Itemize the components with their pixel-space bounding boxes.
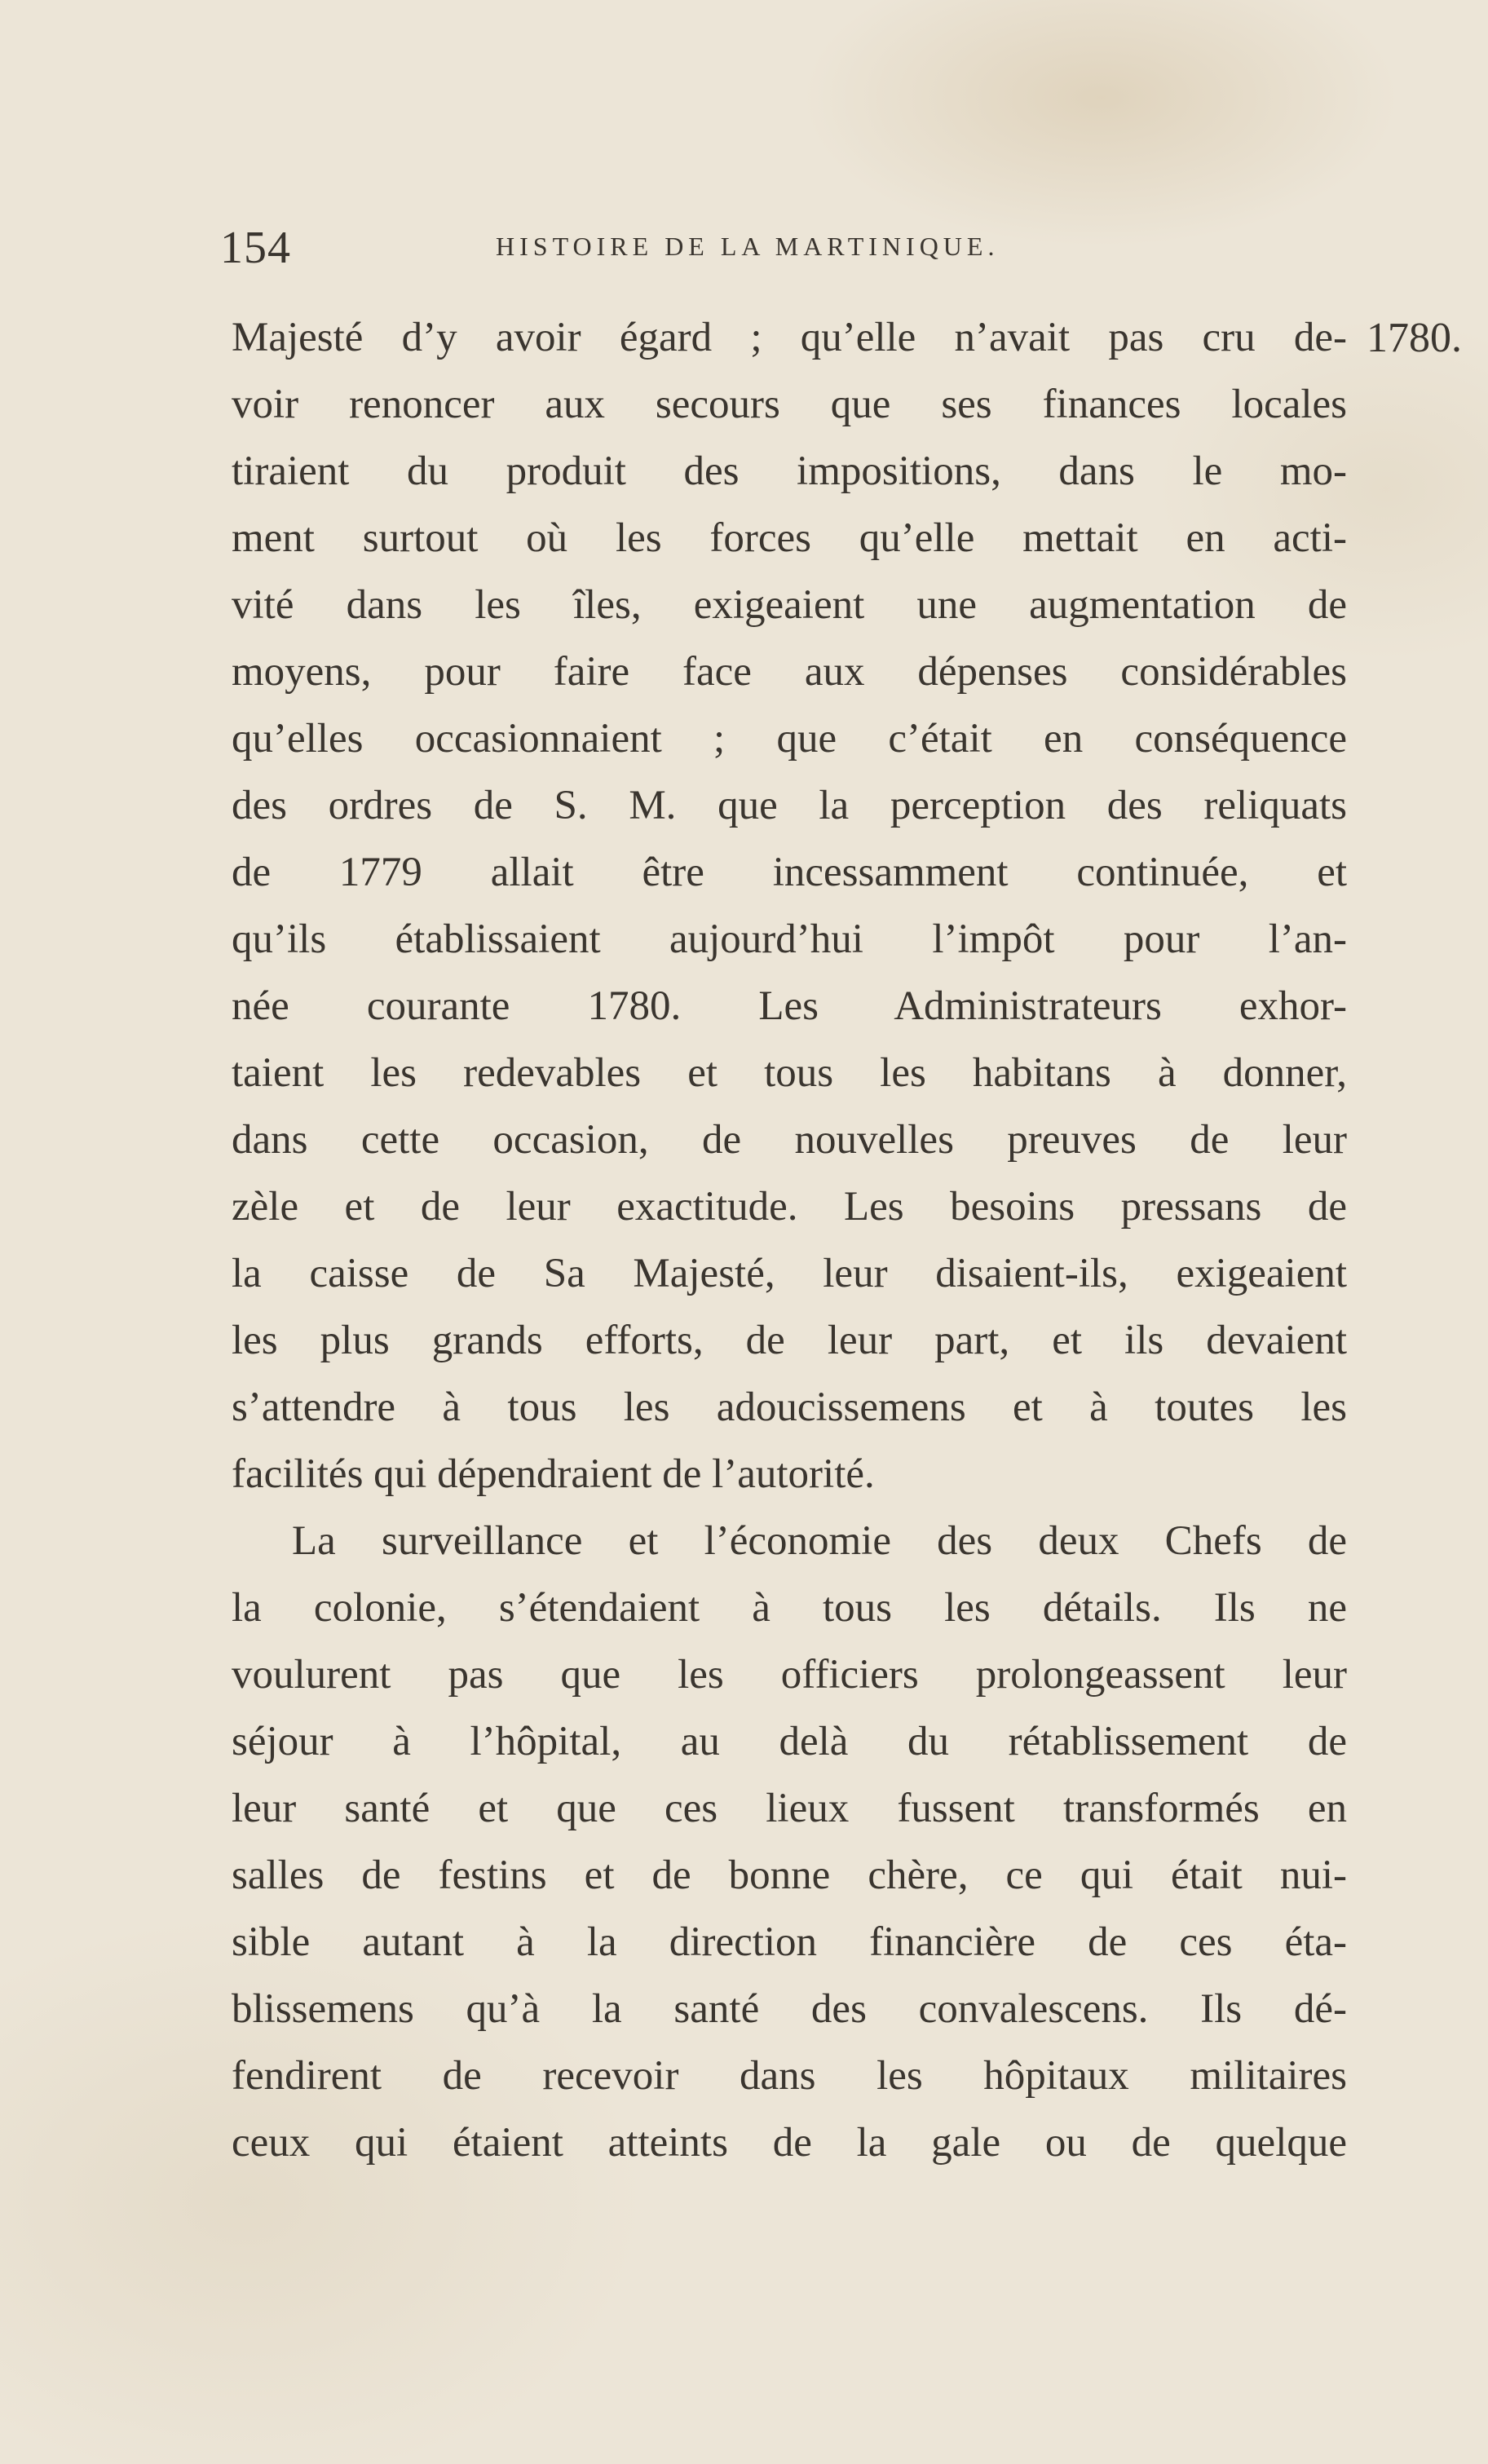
- text-line: vité dans les îles, exigeaient une augmentation de: [232, 582, 1347, 628]
- text-line: fendirent de recevoir dans les hôpitaux militaires: [232, 2053, 1347, 2099]
- text-line: taient les redevables et tous les habitans à donner,: [232, 1050, 1347, 1096]
- text-line: Majesté d’y avoir égard ; qu’elle n’avait pas cru de-: [232, 315, 1347, 360]
- page-number: 154: [220, 223, 291, 273]
- text-line: tiraient du produit des impositions, dans le mo-: [232, 448, 1347, 494]
- text-line-paragraph-end: facilités qui dépendraient de l’autorité.: [232, 1451, 875, 1497]
- text-line: voulurent pas que les officiers prolongeassent leur: [232, 1652, 1347, 1698]
- text-line: qu’ils établissaient aujourd’hui l’impôt pour l’an-: [232, 916, 1347, 962]
- text-line: des ordres de S. M. que la perception des reliquats: [232, 783, 1347, 828]
- text-line: s’attendre à tous les adoucissemens et à toutes les: [232, 1384, 1347, 1430]
- running-title: HISTOIRE DE LA MARTINIQUE.: [496, 232, 1000, 261]
- text-line: qu’elles occasionnaient ; que c’était en conséquence: [232, 716, 1347, 762]
- margin-year-note: 1780.: [1367, 315, 1462, 361]
- text-line: séjour à l’hôpital, au delà du rétablissement de: [232, 1719, 1347, 1764]
- text-line: moyens, pour faire face aux dépenses considérables: [232, 649, 1347, 695]
- text-line: ceux qui étaient atteints de la gale ou de quelque: [232, 2120, 1347, 2166]
- text-line: de 1779 allait être incessamment continuée, et: [232, 850, 1347, 895]
- text-line: ment surtout où les forces qu’elle mettait en acti-: [232, 515, 1347, 561]
- text-line-paragraph-start: La surveillance et l’économie des deux Chefs de: [292, 1518, 1347, 1564]
- text-line: les plus grands efforts, de leur part, et ils devaient: [232, 1318, 1347, 1363]
- text-line: la colonie, s’étendaient à tous les détails. Ils ne: [232, 1585, 1347, 1631]
- text-line: leur santé et que ces lieux fussent transformés en: [232, 1786, 1347, 1831]
- text-line: dans cette occasion, de nouvelles preuves de leur: [232, 1117, 1347, 1163]
- text-line: zèle et de leur exactitude. Les besoins pressans de: [232, 1184, 1347, 1230]
- text-line: née courante 1780. Les Administrateurs exhor-: [232, 983, 1347, 1029]
- text-line: salles de festins et de bonne chère, ce qui était nui-: [232, 1852, 1347, 1898]
- page-header: [220, 222, 1125, 271]
- text-line: sible autant à la direction financière de ces éta-: [232, 1919, 1347, 1965]
- text-line: la caisse de Sa Majesté, leur disaient-ils, exigeaient: [232, 1251, 1347, 1296]
- body-text: [232, 304, 1347, 2176]
- text-line: blissemens qu’à la santé des convalescens. Ils dé-: [232, 1986, 1347, 2032]
- text-line: voir renoncer aux secours que ses finances locales: [232, 382, 1347, 427]
